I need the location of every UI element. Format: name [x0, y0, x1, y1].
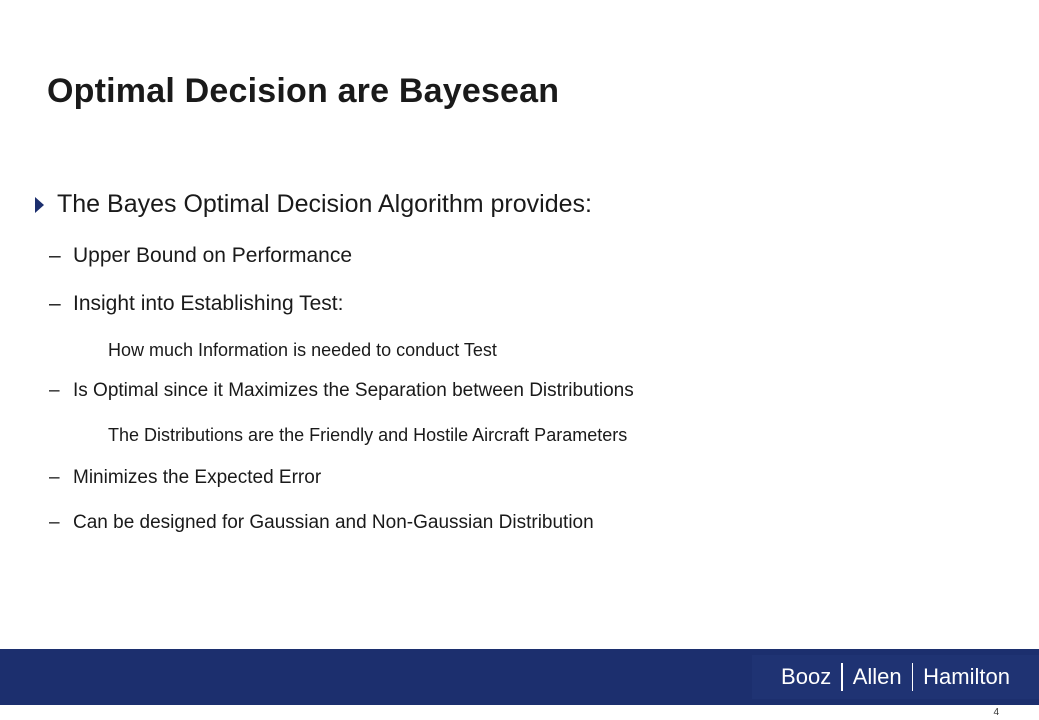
page-number: 4 — [993, 707, 999, 718]
list-item — [49, 467, 321, 489]
list-item — [49, 244, 352, 268]
slide-title: Optimal Decision are Bayesean — [47, 72, 560, 110]
logo-separator — [912, 663, 914, 691]
dash-marker: – — [49, 512, 60, 533]
main-bullet — [35, 190, 592, 219]
list-subitem: The Distributions are the Friendly and Hostile Aircraft Parameters — [108, 425, 628, 445]
dash-marker: – — [49, 292, 61, 315]
list-item — [49, 512, 594, 534]
list-subitem: How much Information is needed to conduct Test — [108, 340, 497, 360]
dash-marker: – — [49, 244, 61, 267]
list-item — [49, 292, 343, 316]
company-logo — [752, 655, 1039, 699]
dash-marker: – — [49, 380, 60, 401]
logo-word: Hamilton — [923, 664, 1010, 689]
list-item-text: Minimizes the Expected Error — [73, 467, 322, 488]
list-item-text: Insight into Establishing Test: — [73, 292, 344, 315]
main-bullet-text: The Bayes Optimal Decision Algorithm provides: — [57, 190, 592, 218]
triangle-right-icon — [35, 197, 44, 213]
list-item — [49, 380, 634, 402]
list-item-text: Can be designed for Gaussian and Non-Gaussian Distribution — [73, 512, 594, 533]
logo-word: Booz — [781, 664, 832, 689]
list-item-text: Is Optimal since it Maximizes the Separation between Distributions — [73, 380, 634, 401]
logo-word: Allen — [852, 664, 902, 689]
dash-marker: – — [49, 467, 60, 488]
logo-separator — [841, 663, 843, 691]
list-item-text: Upper Bound on Performance — [73, 244, 352, 267]
